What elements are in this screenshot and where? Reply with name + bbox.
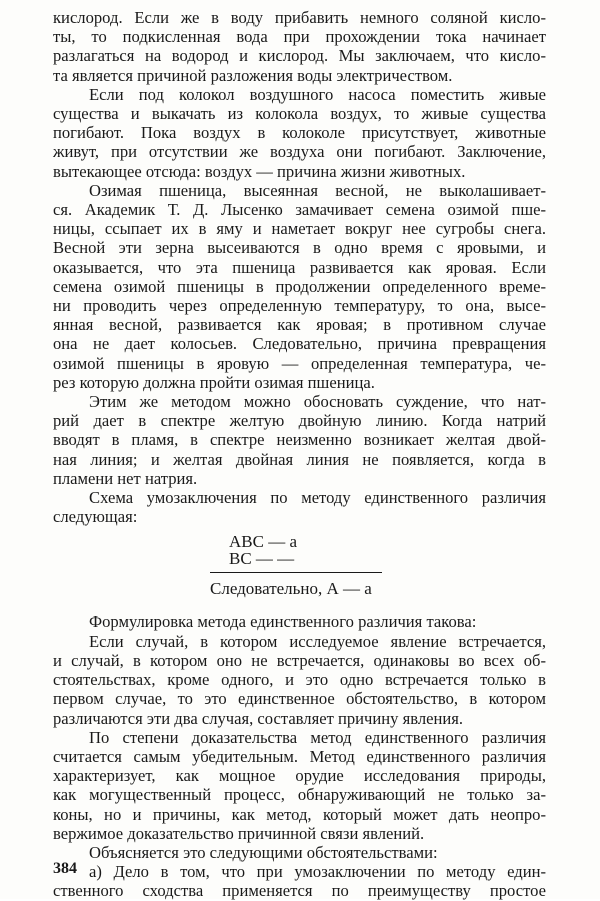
text-line: кислород. Если же в воду прибавить немного соляной кисло-: [53, 8, 546, 27]
text-line: Весной эти зерна высеиваются в одно время с яровыми, и: [53, 238, 546, 258]
text-line: По степени доказательства метод единственного различия: [89, 727, 546, 747]
text-line: янная весной, развивается как яровая; в противном случае: [53, 315, 546, 335]
text-line: рез которую должна пройти озимая пшеница.: [53, 372, 375, 392]
paragraph: [53, 843, 546, 862]
text-line: ся. Академик Т. Д. Лысенко замачивает семена озимой пше-: [53, 200, 546, 220]
paragraphs-after-schema: [53, 612, 546, 900]
text-line: считается самым убедительным. Метод единственного различия: [53, 746, 546, 766]
text-line: Формулировка метода единственного различия такова:: [89, 612, 477, 632]
paragraph: [53, 612, 546, 631]
text-line: ная линия; и желтая двойная линия не появляется, когда в: [53, 449, 546, 469]
paragraph: [53, 181, 546, 392]
schema-premise-2: ВС — —: [229, 549, 295, 569]
text-line: Если случай, в котором исследуемое явление встречается,: [89, 631, 546, 651]
paragraph: [53, 862, 546, 900]
paragraph: [53, 488, 546, 526]
text-line: живут, при отсутствии же воздуха они погибают. Заключение,: [53, 142, 546, 162]
text-line: Объясняется это следующими обстоятельствами:: [89, 842, 438, 862]
paragraph: [53, 728, 546, 843]
text-line: первом случае, то это единственное обстоятельство, в котором: [53, 689, 546, 709]
text-line: Этим же методом можно обосновать суждение, что нат-: [89, 392, 546, 412]
text-line: Схема умозаключения по методу единственного различия: [89, 488, 546, 508]
text-line: ницы, ссыпает их в яму и наметает вокруг нее сугробы снега.: [53, 219, 546, 239]
schema-premise-1: АВС — а: [229, 532, 297, 552]
text-line: следующая:: [53, 507, 138, 527]
text-line: рий дает в спектре желтую двойную линию. Когда натрий: [53, 411, 546, 431]
text-line: стоятельствах, кроме одного, и это одно встречается только в: [53, 670, 546, 690]
text-line: та является причиной разложения воды электричеством.: [53, 65, 453, 85]
text-line: семена озимой пшеницы в продолжении определенного време-: [53, 276, 546, 296]
text-line: разлагаться на водород и кислород. Мы заключаем, что кисло-: [53, 46, 546, 66]
text-line: она не дает колосьев. Следовательно, причина превращения: [53, 334, 546, 354]
paragraphs-before-schema: [53, 8, 546, 526]
inference-schema: [53, 532, 546, 612]
text-line: и случай, в котором оно не встречается, одинаковы во всех об-: [53, 650, 546, 670]
text-line: вытекающее отсюда: воздух — причина жизни животных.: [53, 161, 466, 181]
text-line: Озимая пшеница, высеянная весной, не выколашивает-: [89, 180, 546, 200]
text-line: пламени нет натрия.: [53, 468, 198, 488]
paragraph: [53, 8, 546, 85]
text-line: погибают. Пока воздух в колоколе присутствует, животные: [53, 123, 546, 143]
text-line: ни проводить через определенную температуру, то она, высе-: [53, 296, 546, 316]
paragraph: [53, 85, 546, 181]
text-line: озимой пшеницы в яровую — определенная температура, че-: [53, 353, 546, 373]
page-number: 384: [53, 860, 77, 877]
text-line: как могущественный процесс, обнаруживающий не только за-: [53, 785, 546, 805]
schema-rule-line: [210, 572, 382, 573]
text-line: вержимое доказательство причинной связи явлений.: [53, 823, 425, 843]
text-line: различаются эти два случая, составляет причину явления.: [53, 708, 464, 728]
text-line: ственного сходства применяется по преимуществу простое: [53, 881, 546, 901]
text-line: Если под колокол воздушного насоса поместить живые: [89, 84, 546, 104]
schema-conclusion: Следовательно, А — а: [210, 579, 372, 599]
paragraph: [53, 632, 546, 728]
text-line: характеризует, как мощное орудие исследования природы,: [53, 766, 546, 786]
text-line: вводят в пламя, в спектре неизменно возникает желтая двой-: [53, 430, 546, 450]
text-line: коны, но и причины, как метод, который может дать неопро-: [53, 804, 546, 824]
text-line: а) Дело в том, что при умозаключении по методу един-: [89, 862, 546, 882]
text-line: ты, то подкисленная вода при прохождении тока начинает: [53, 27, 546, 47]
text-line: существа и выкачать из колокола воздух, то живые существа: [53, 104, 546, 124]
page-text: [53, 8, 546, 901]
text-line: оказывается, что эта пшеница развивается как яровая. Если: [53, 257, 546, 277]
paragraph: [53, 392, 546, 488]
